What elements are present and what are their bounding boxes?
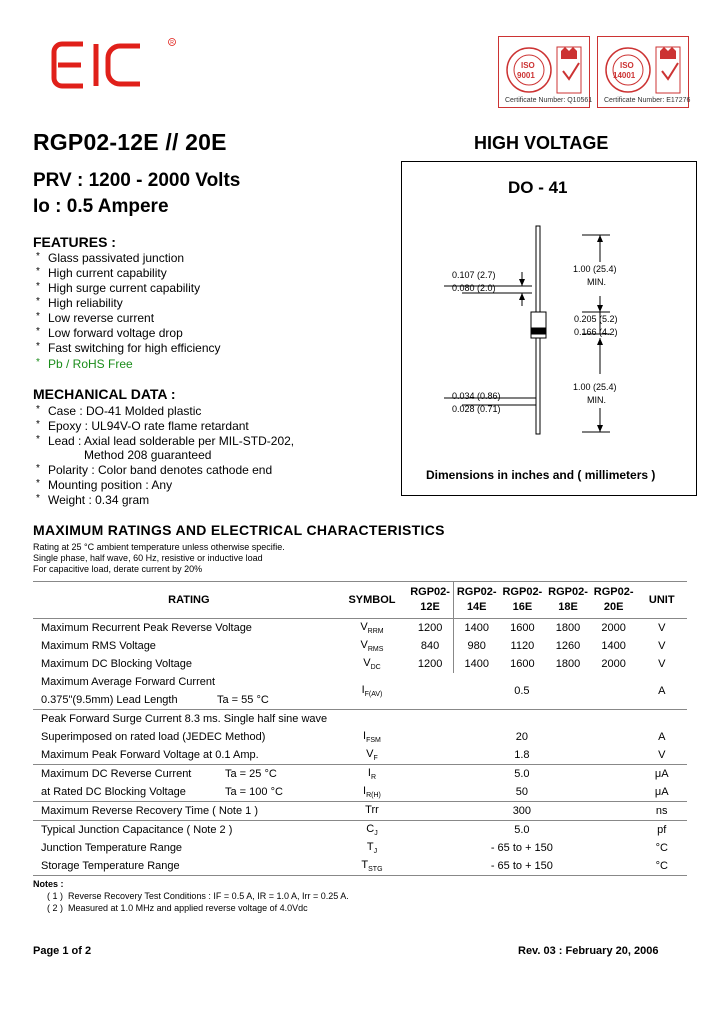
mechanical-item: * Lead : Axial lead solderable per MIL-STD-202,	[36, 434, 295, 448]
table-row: Maximum Average Forward Current 0.375"(9.5mm) Lead Length Ta = 55 °C $I_{F(AV)}$ 0.5 A	[41, 676, 666, 706]
dim-lead-dia-max: 0.107 (2.7)	[452, 270, 496, 280]
mechanical-item: * Epoxy : UL94V-O rate flame retardant	[36, 419, 249, 433]
table-row: Maximum DC Reverse Current Ta = 25 °C $I_R$ 5.0 μA	[33, 765, 687, 784]
feature-item: * High surge current capability	[36, 281, 201, 295]
dim-top-length: 1.00 (25.4)	[573, 264, 617, 274]
table-row: at Rated DC Blocking Voltage Ta = 100 °C $I_{R(H)}$ 50 μA	[41, 784, 669, 800]
dim-bottom-min: MIN.	[587, 395, 606, 405]
notes-heading: Notes :	[33, 879, 64, 889]
svg-text:R: R	[170, 40, 174, 46]
mechanical-item: * Mounting position : Any	[36, 478, 173, 492]
rating-condition: For capacitive load, derate current by 20%	[33, 564, 203, 574]
col-model: RGP02- 20E	[591, 582, 637, 619]
cert2-iso: ISO	[620, 61, 634, 70]
table-row: Maximum DC Blocking Voltage $V_{DC}$ 1200 1400 1600 1800 2000 V	[41, 656, 666, 672]
mechanical-item: * Weight : 0.34 gram	[36, 493, 150, 507]
cert1-number: Certificate Number: Q10561	[505, 97, 593, 104]
mechanical-heading: MECHANICAL DATA :	[33, 386, 176, 402]
feature-item: * Low forward voltage drop	[36, 326, 183, 340]
cert2-num: 14001	[613, 71, 636, 80]
page-number: Page 1 of 2	[33, 945, 92, 957]
col-rating: RATING	[33, 582, 337, 619]
dim-body-min: 0.166 (4.2)	[574, 327, 618, 337]
ratings-table	[33, 581, 687, 876]
revision: Rev. 03 : February 20, 2006	[518, 945, 659, 957]
dimensions-caption: Dimensions in inches and ( millimeters )	[426, 468, 656, 482]
table-row: Peak Forward Surge Current 8.3 ms. Single half sine wave	[33, 710, 687, 729]
col-model: RGP02- 14E	[453, 582, 499, 619]
company-logo	[48, 36, 178, 96]
feature-item: * High current capability	[36, 266, 167, 280]
note-2: ( 2 ) Measured at 1.0 MHz and applied reverse voltage of 4.0Vdc	[47, 903, 308, 913]
cert1-iso: ISO	[521, 61, 535, 70]
table-row: Junction Temperature Range $T_J$ - 65 to + 150 °C	[41, 840, 668, 856]
mechanical-item: * Case : DO-41 Molded plastic	[36, 404, 202, 418]
dim-wire-max: 0.034 (0.86)	[452, 391, 501, 401]
notes-block	[33, 879, 349, 913]
cert1-num: 9001	[517, 71, 535, 80]
cert2-number: Certificate Number: E17276	[604, 97, 691, 104]
dim-wire-min: 0.028 (0.71)	[452, 404, 501, 414]
table-row: Maximum Recurrent Peak Reverse Voltage $V_{RRM}$ 1200 1400 1600 1800 2000 V	[33, 619, 687, 638]
rating-condition: Single phase, half wave, 60 Hz, resistive or inductive load	[33, 553, 263, 563]
feature-item: * Low reverse current	[36, 311, 155, 325]
dim-lead-dia-min: 0.080 (2.0)	[452, 283, 496, 293]
col-model: RGP02- 16E	[500, 582, 546, 619]
feature-item: * High reliability	[36, 296, 123, 310]
feature-item-rohs: * Pb / RoHS Free	[36, 357, 133, 371]
col-model: RGP02- 12E	[407, 582, 453, 619]
mechanical-item: * Polarity : Color band denotes cathode end	[36, 463, 273, 477]
part-title: RGP02-12E // 20E	[33, 129, 227, 155]
high-voltage-label: HIGH VOLTAGE	[474, 133, 609, 153]
io-rating: Io : 0.5 Ampere	[33, 196, 169, 217]
table-row: Maximum RMS Voltage $V_{RMS}$ 840 980 1120 1260 1400 V	[41, 638, 666, 654]
feature-item: * Fast switching for high efficiency	[36, 341, 221, 355]
table-row: Storage Temperature Range $T_{STG}$ - 65 to + 150 °C	[33, 857, 687, 876]
col-model: RGP02- 18E	[545, 582, 591, 619]
feature-item: * Glass passivated junction	[36, 251, 185, 265]
dim-bottom-length: 1.00 (25.4)	[573, 382, 617, 392]
col-unit: UNIT	[636, 582, 687, 619]
dim-top-min: MIN.	[587, 277, 606, 287]
rating-condition: Rating at 25 °C ambient temperature unless otherwise specifie.	[33, 542, 285, 552]
table-row: Maximum Reverse Recovery Time ( Note 1 ) Trr 300 ns	[33, 802, 687, 821]
table-row: Maximum Peak Forward Voltage at 0.1 Amp. $V_F$ 1.8 V	[41, 747, 666, 763]
mechanical-item-cont: Method 208 guaranteed	[84, 448, 212, 462]
col-symbol: SYMBOL	[337, 582, 408, 619]
ratings-heading: MAXIMUM RATINGS AND ELECTRICAL CHARACTERISTICS	[33, 522, 445, 538]
package-name: DO - 41	[508, 178, 568, 197]
table-row: Typical Junction Capacitance ( Note 2 ) $C_J$ 5.0 pf	[33, 821, 687, 840]
dim-body-max: 0.205 (5.2)	[574, 314, 618, 324]
features-heading: FEATURES :	[33, 234, 116, 250]
prv-rating: PRV : 1200 - 2000 Volts	[33, 170, 241, 191]
diode-outline-drawing	[402, 162, 694, 462]
table-row: Superimposed on rated load (JEDEC Method) $I_{FSM}$ 20 A	[41, 729, 666, 745]
note-1: ( 1 ) Reverse Recovery Test Conditions : IF = 0.5 A, IR = 1.0 A, Irr = 0.25 A.	[47, 891, 349, 901]
